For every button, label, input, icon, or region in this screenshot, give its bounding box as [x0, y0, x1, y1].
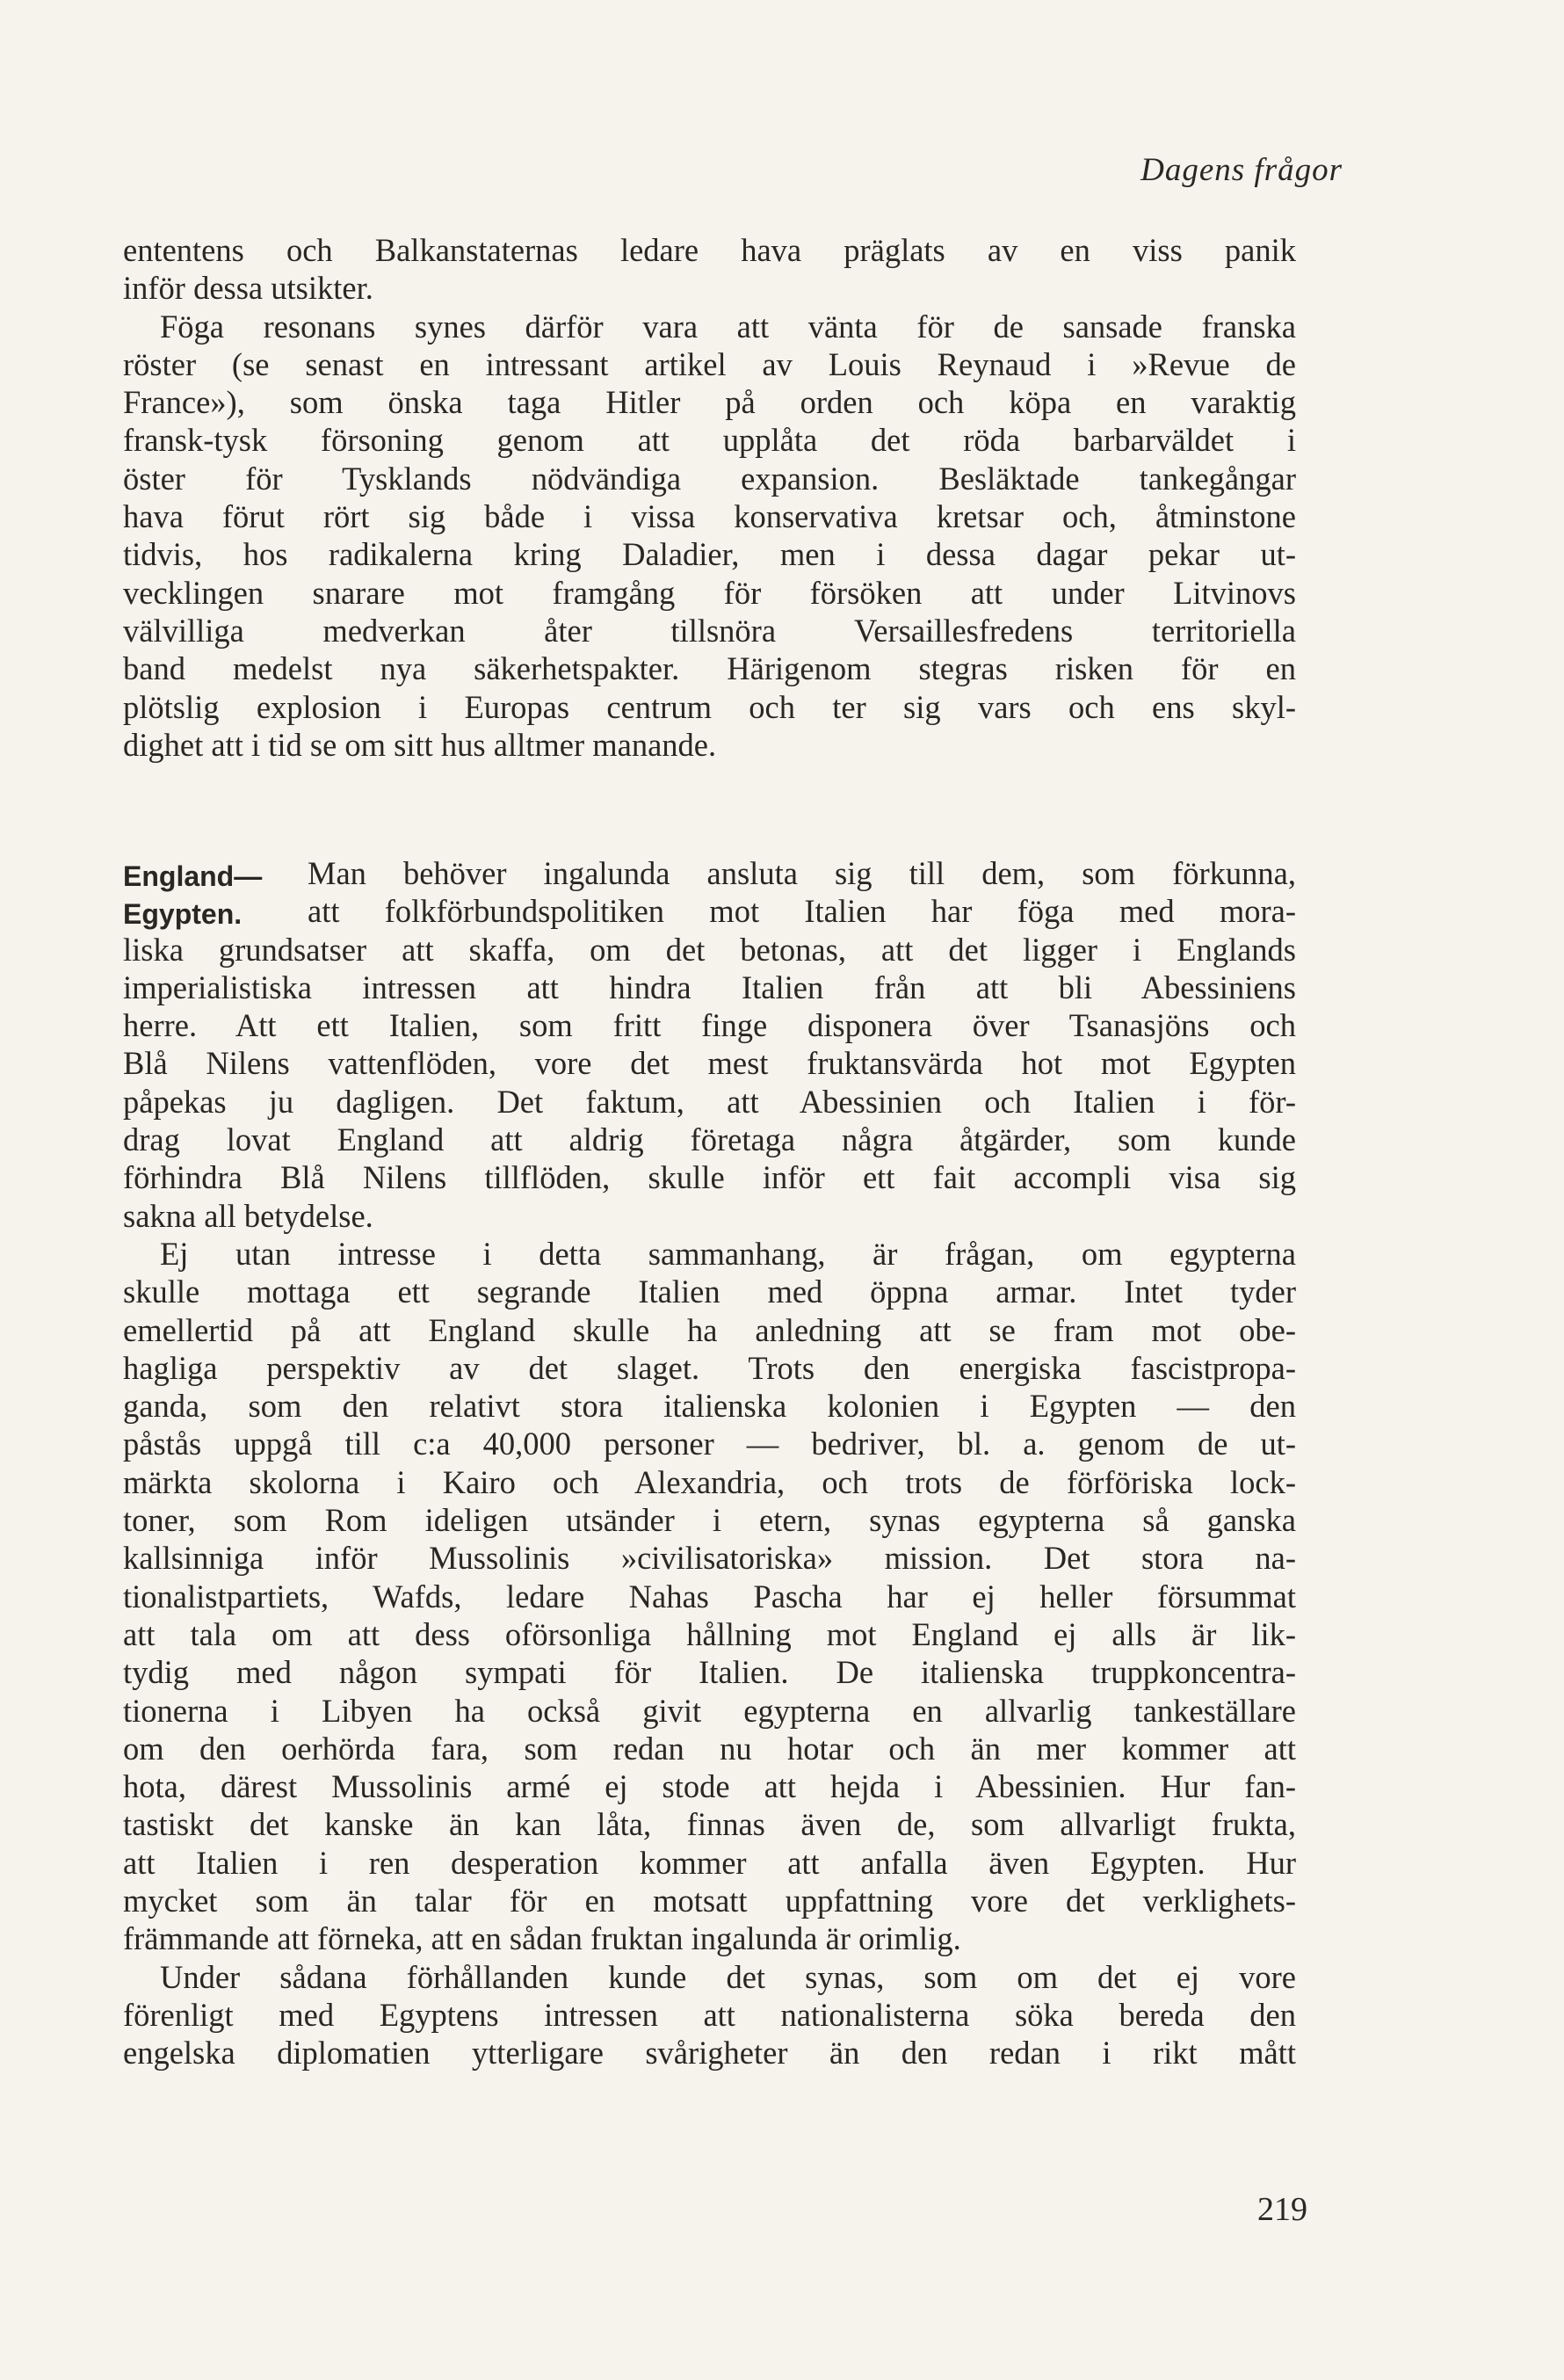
text-line: tydig med någon sympati för Italien. De italienska truppkoncentra- — [123, 1654, 1296, 1691]
text-line: påstås uppgå till c:a 40,000 personer — bedriver, bl. a. genom de ut- — [123, 1426, 1296, 1462]
text-line: imperialistiska intressen att hindra Italien från att bli Abessiniens — [123, 969, 1296, 1005]
text-line: engelska diplomatien ytterligare svårigheter än den redan i rikt mått — [123, 2035, 1296, 2072]
text-line: tidvis, hos radikalerna kring Daladier, men i dessa dagar pekar ut- — [123, 536, 1296, 573]
text-line: toner, som Rom ideligen utsänder i etern, synas egypterna så ganska — [123, 1502, 1296, 1539]
text-line: Föga resonans synes därför vara att vänta för de sansade franska — [160, 308, 1296, 345]
hanging-lines — [123, 854, 1296, 931]
margin-heading-line: England— — [123, 860, 263, 892]
text-line: liska grundsatser att skaffa, om det betonas, att det ligger i Englands — [123, 931, 1296, 968]
text-line: Blå Nilens vattenflöden, vore det mest fruktansvärda hot mot Egypten — [123, 1045, 1296, 1082]
text-line: röster (se senast en intressant artikel av Louis Reynaud i »Revue de — [123, 345, 1296, 382]
text-line: förhindra Blå Nilens tillflöden, skulle inför ett fait accompli visa sig — [123, 1159, 1296, 1196]
text-line: sakna all betydelse. — [123, 1197, 373, 1234]
section-text — [123, 854, 1296, 2072]
text-line: hagliga perspektiv av det slaget. Trots den energiska fascistpropa- — [123, 1349, 1296, 1386]
paragraph — [123, 1235, 1296, 1958]
text-line: mycket som än talar för en motsatt uppfattning vore det verklighets- — [123, 1883, 1296, 1919]
text-line: plötslig explosion i Europas centrum och ter sig vars och ens skyl- — [123, 688, 1296, 725]
text-line: att tala om att dess oförsonliga hållning mot England ej alls är lik- — [123, 1615, 1296, 1652]
page-number: 219 — [1257, 2191, 1307, 2228]
text-line: tionerna i Libyen ha också givit egypterna en allvarlig tankeställare — [123, 1692, 1296, 1729]
text-line: att Italien i ren desperation kommer att anfalla även Egypten. Hur — [123, 1844, 1296, 1881]
text-line: kallsinniga inför Mussolinis »civilisatoriska» mission. Det stora na- — [123, 1540, 1296, 1577]
text-line: skulle mottaga ett segrande Italien med öppna armar. Intet tyder — [123, 1273, 1296, 1310]
text-line: om den oerhörda fara, som redan nu hotar och än mer kommer att — [123, 1730, 1296, 1767]
text-line: tionalistpartiets, Wafds, ledare Nahas Pascha har ej heller försummat — [123, 1578, 1296, 1614]
paragraph — [123, 1958, 1296, 2072]
text-line: dighet att i tid se om sitt hus alltmer manande. — [123, 726, 717, 763]
text-line: öster för Tysklands nödvändiga expansion. Besläktade tankegångar — [123, 460, 1296, 497]
text-line: ganda, som den relativt stora italienska kolonien i Egypten — den — [123, 1388, 1296, 1425]
text-line: fransk-tysk försoning genom att upplåta det röda barbarväldet i — [123, 422, 1296, 459]
paragraph — [123, 931, 1296, 1235]
text-line: herre. Att ett Italien, som fritt finge disponera över Tsanasjöns och — [123, 1007, 1296, 1044]
margin-heading-line: Egypten. — [123, 898, 243, 930]
text-line: att folkförbundspolitiken mot Italien har föga med mora- — [308, 893, 1296, 930]
text-line: Man behöver ingalunda ansluta sig till dem, som förkunna, — [308, 855, 1296, 891]
text-line: emellertid på att England skulle ha anledning att se fram mot obe- — [123, 1311, 1296, 1348]
text-line: tastiskt det kanske än kan låta, finnas även de, som allvarligt frukta, — [123, 1806, 1296, 1843]
text-line: Under sådana förhållanden kunde det synas, som om det ej vore — [160, 1958, 1296, 1995]
text-line: välvilliga medverkan åter tillsnöra Versaillesfredens territoriella — [123, 612, 1296, 649]
running-head: Dagens frågor — [1140, 152, 1343, 188]
text-line: inför dessa utsikter. — [123, 270, 373, 307]
text-line: band medelst nya säkerhetspakter. Härigenom stegras risken för en — [123, 650, 1296, 687]
section-text — [123, 231, 1296, 764]
text-line: France»), som önska taga Hitler på orden och köpa en varaktig — [123, 384, 1296, 421]
text-line: förenligt med Egyptens intressen att nationalisterna söka bereda den — [123, 1996, 1296, 2033]
text-line: hota, därest Mussolinis armé ej stode att hejda i Abessinien. Hur fan- — [123, 1768, 1296, 1805]
text-line: märkta skolorna i Kairo och Alexandria, och trots de förföriska lock- — [123, 1463, 1296, 1500]
paragraph — [123, 231, 1296, 308]
text-line: påpekas ju dagligen. Det faktum, att Abessinien och Italien i för- — [123, 1083, 1296, 1120]
paragraph — [123, 308, 1296, 765]
text-line: vecklingen snarare mot framgång för försöken att under Litvinovs — [123, 574, 1296, 611]
text-line: Ej utan intresse i detta sammanhang, är frågan, om egypterna — [160, 1235, 1296, 1272]
text-line: hava förut rört sig både i vissa konservativa kretsar och, åtminstone — [123, 498, 1296, 535]
text-line: drag lovat England att aldrig företaga några åtgärder, som kunde — [123, 1121, 1296, 1158]
text-line: ententens och Balkanstaternas ledare hava präglats av en viss panik — [123, 232, 1296, 268]
text-line: främmande att förneka, att en sådan fruktan ingalunda är orimlig. — [123, 1920, 961, 1957]
